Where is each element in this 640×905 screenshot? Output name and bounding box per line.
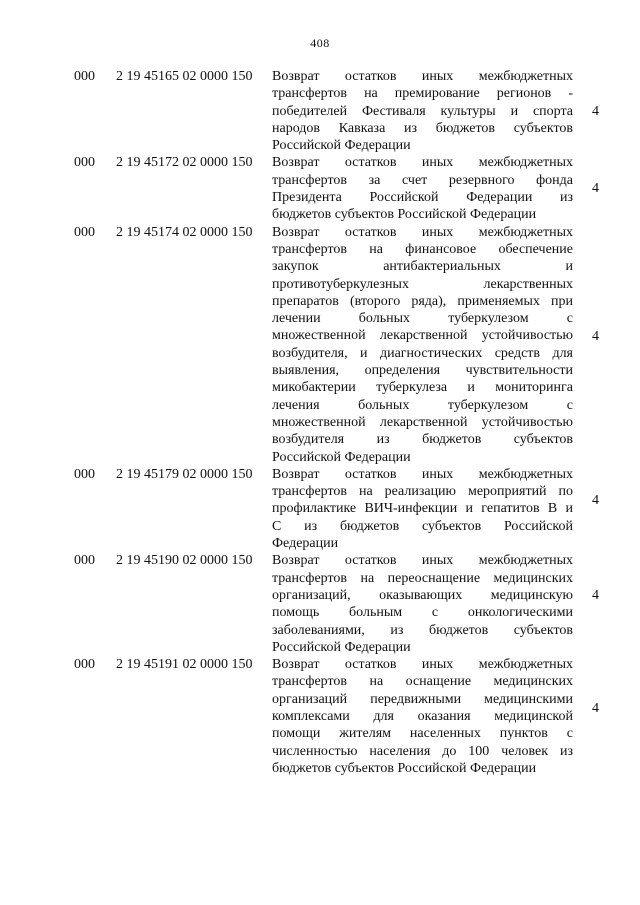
description-line: организаций передвижными медицинскими — [272, 691, 573, 707]
amount-cell: 4 — [592, 588, 599, 604]
description-line: бюджетов субъектов Российской Федерации — [272, 760, 537, 776]
description-line: трансфертов за счет резервного фонда — [272, 172, 573, 188]
description-line: численностью населения до 100 человек из — [272, 743, 573, 759]
amount-cell: 4 — [592, 701, 599, 717]
admin-code-cell: 000 — [74, 657, 95, 673]
description-line: закупок антибактериальных и — [272, 259, 573, 275]
kbk-code-cell: 2 19 45179 02 0000 150 — [116, 466, 253, 482]
description-line: Российской Федерации — [272, 138, 411, 154]
admin-code-cell: 000 — [74, 553, 95, 569]
description-line: Президента Российской Федерации из — [272, 190, 573, 206]
page-number: 408 — [310, 36, 330, 50]
description-line: лечении больных туберкулезом с — [272, 311, 573, 327]
description-cell — [272, 552, 573, 656]
description-cell — [272, 154, 573, 223]
description-line: препаратов (второго ряда), применяемых при — [272, 293, 573, 309]
description-line: Возврат остатков иных межбюджетных — [272, 466, 573, 482]
description-line: победителей Фестиваля культуры и спорта — [272, 103, 573, 119]
description-line: трансфертов на оснащение медицинских — [272, 674, 573, 690]
description-line: С из бюджетов субъектов Российской — [272, 518, 573, 534]
description-line: помощи жителям населенных пунктов с — [272, 726, 573, 742]
table-row — [0, 224, 640, 466]
admin-code-cell: 000 — [74, 466, 95, 482]
kbk-code-cell: 2 19 45172 02 0000 150 — [116, 155, 253, 171]
table-row — [0, 466, 640, 552]
budget-code-table — [0, 68, 640, 777]
admin-code-cell: 000 — [74, 224, 95, 240]
description-line: Российской Федерации — [272, 639, 411, 655]
description-cell — [272, 68, 573, 154]
description-line: трансфертов на премирование регионов - — [272, 86, 573, 102]
amount-cell: 4 — [592, 328, 599, 344]
description-line: трансфертов на переоснащение медицинских — [272, 570, 573, 586]
kbk-code-cell: 2 19 45191 02 0000 150 — [116, 657, 253, 673]
description-line: множественной лекарственной устойчивостью — [272, 328, 573, 344]
description-line: народов Кавказа из бюджетов субъектов — [272, 120, 573, 136]
description-line: организаций, оказывающих медицинскую — [272, 587, 573, 603]
kbk-code-cell: 2 19 45165 02 0000 150 — [116, 69, 253, 84]
description-line: Возврат остатков иных межбюджетных — [272, 553, 573, 569]
table-row — [0, 154, 640, 223]
kbk-code-cell: 2 19 45190 02 0000 150 — [116, 553, 253, 569]
description-line: Возврат остатков иных межбюджетных — [272, 224, 573, 240]
description-line: Возврат остатков иных межбюджетных — [272, 657, 573, 673]
description-line: возбудителя из бюджетов субъектов — [272, 432, 573, 448]
table-row — [0, 68, 640, 154]
description-line: Федерации — [272, 536, 339, 552]
description-line: Российской Федерации — [272, 449, 411, 465]
table-row — [0, 552, 640, 656]
description-line: трансфертов на реализацию мероприятий по — [272, 484, 573, 500]
amount-cell: 4 — [592, 181, 599, 197]
description-line: микобактерии туберкулеза и мониторинга — [272, 380, 573, 396]
description-line: множественной лекарственной устойчивостью — [272, 414, 573, 430]
description-line: Возврат остатков иных межбюджетных — [272, 69, 573, 84]
amount-cell: 4 — [592, 104, 599, 119]
description-line: выявления, определения чувствительности — [272, 363, 573, 379]
table-row — [0, 656, 640, 777]
description-line: противотуберкулезных лекарственных — [272, 276, 573, 292]
description-line: помощь больным с онкологическими — [272, 605, 573, 621]
admin-code-cell: 000 — [74, 69, 95, 84]
kbk-code-cell: 2 19 45174 02 0000 150 — [116, 224, 253, 240]
description-cell — [272, 656, 573, 777]
admin-code-cell: 000 — [74, 155, 95, 171]
description-line: комплексами для оказания медицинской — [272, 708, 573, 724]
description-line: профилактике ВИЧ-инфекции и гепатитов В и — [272, 501, 573, 517]
description-line: трансфертов на финансовое обеспечение — [272, 241, 573, 257]
description-cell — [272, 224, 573, 466]
description-cell — [272, 466, 573, 552]
description-line: заболеваниями, из бюджетов субъектов — [272, 622, 573, 638]
description-line: возбудителя, и диагностических средств для — [272, 345, 573, 361]
description-line: Возврат остатков иных межбюджетных — [272, 155, 573, 171]
description-line: лечения больных туберкулезом с — [272, 397, 573, 413]
amount-cell: 4 — [592, 492, 599, 508]
description-line: бюджетов субъектов Российской Федерации — [272, 207, 537, 223]
